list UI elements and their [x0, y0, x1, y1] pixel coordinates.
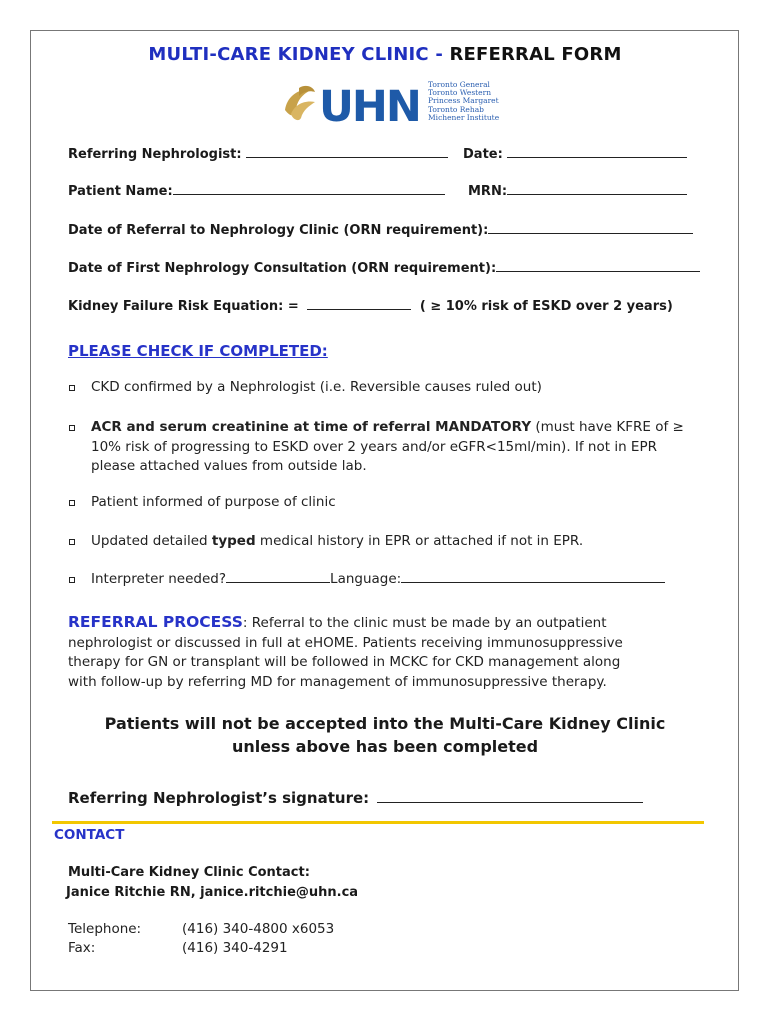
- checklist-item-patient-informed: Patient informed of purpose of clinic: [91, 494, 336, 510]
- date-first-consult-field[interactable]: [496, 259, 700, 272]
- site-name: Michener Institute: [428, 112, 500, 122]
- form-title: [0, 44, 770, 65]
- kfre-field[interactable]: [307, 297, 411, 310]
- contact-title: Multi-Care Kidney Clinic Contact:: [68, 865, 310, 880]
- contact-heading: CONTACT: [54, 827, 125, 843]
- uhn-sites-list: [428, 81, 499, 122]
- checklist-item-medical-history: [91, 533, 583, 549]
- checkbox-medical-history[interactable]: [69, 539, 75, 545]
- interpreter-label: Interpreter needed?: [91, 571, 227, 587]
- mrn-field[interactable]: [507, 182, 687, 195]
- mrn-label: MRN:: [468, 184, 508, 199]
- page-border: [30, 30, 739, 991]
- title-clinic: MULTI-CARE KIDNEY CLINIC -: [148, 44, 450, 65]
- referring-nephrologist-row: [68, 145, 448, 162]
- date-first-consult-label: Date of First Nephrology Consultation (ORN requirement):: [68, 261, 497, 276]
- interpreter-field[interactable]: [226, 571, 330, 583]
- kfre-note: ( ≥ 10% risk of ESKD over 2 years): [419, 299, 673, 314]
- referral-process-heading: REFERRAL PROCESS: [68, 613, 243, 631]
- telephone-value: (416) 340-4800 x6053: [182, 921, 335, 937]
- acceptance-notice-line-1: Patients will not be accepted into the Multi-Care Kidney Clinic: [104, 714, 666, 733]
- history-text-typed: typed: [211, 533, 256, 549]
- title-form: REFERRAL FORM: [449, 44, 622, 65]
- checklist-item-interpreter: [91, 571, 665, 587]
- referral-process-line-3: therapy for GN or transplant will be followed in MCKC for CKD management along: [68, 654, 621, 670]
- mrn-row: [468, 182, 687, 199]
- contact-person: Janice Ritchie RN, janice.ritchie@uhn.ca: [66, 885, 359, 900]
- date-of-referral-label: Date of Referral to Nephrology Clinic (ORN requirement):: [68, 223, 489, 238]
- signature-label: Referring Nephrologist’s signature:: [68, 789, 370, 807]
- acr-mandatory-text: ACR and serum creatinine at time of referral MANDATORY: [91, 419, 532, 435]
- kfre-label: Kidney Failure Risk Equation: =: [68, 299, 299, 314]
- site-name: Princess Margaret: [428, 96, 499, 106]
- referring-nephrologist-field[interactable]: [246, 145, 448, 158]
- fax-label: Fax:: [68, 940, 96, 956]
- acr-line-2: 10% risk of progressing to ESKD over 2 years and/or eGFR<15ml/min). If not in EPR: [91, 438, 657, 455]
- svg-text:UHN: UHN: [319, 82, 420, 126]
- signature-row: [68, 789, 643, 807]
- referral-process-section: [68, 613, 708, 692]
- language-field[interactable]: [401, 571, 665, 583]
- checklist-item-ckd-confirmed: CKD confirmed by a Nephrologist (i.e. Reversible causes ruled out): [91, 379, 542, 395]
- acceptance-notice: [0, 712, 770, 758]
- date-first-consult-row: [68, 259, 700, 276]
- telephone-label: Telephone:: [68, 921, 142, 937]
- patient-name-label: Patient Name:: [68, 184, 173, 199]
- referral-process-line-2: nephrologist or discussed in full at eHOME. Patients receiving immunosuppressive: [68, 634, 623, 651]
- date-label: Date:: [463, 147, 503, 162]
- site-name: Toronto General: [428, 80, 490, 89]
- referring-nephrologist-label: Referring Nephrologist:: [68, 147, 242, 162]
- history-text-pre: Updated detailed: [91, 533, 212, 549]
- acr-kfre-text: (must have KFRE of ≥: [531, 419, 684, 435]
- patient-name-field[interactable]: [173, 182, 445, 195]
- patient-name-row: [68, 182, 445, 199]
- history-text-post: medical history in EPR or attached if not in EPR.: [255, 533, 584, 549]
- checkbox-acr-creatinine[interactable]: [69, 425, 75, 431]
- checkbox-ckd-confirmed[interactable]: [69, 385, 75, 391]
- referral-process-line-1: : Referral to the clinic must be made by an outpatient: [242, 615, 607, 631]
- fax-value: (416) 340-4291: [182, 940, 288, 956]
- checkbox-patient-informed[interactable]: [69, 500, 75, 506]
- kfre-row: [68, 297, 673, 314]
- site-name: Toronto Rehab: [428, 104, 484, 114]
- date-of-referral-field[interactable]: [488, 221, 693, 234]
- language-label: Language:: [330, 571, 402, 587]
- site-name: Toronto Western: [428, 88, 492, 98]
- date-row: [463, 145, 687, 162]
- date-field[interactable]: [507, 145, 687, 158]
- referral-process-line-4: with follow-up by referring MD for management of immunosuppressive therapy.: [68, 673, 607, 690]
- acr-line-3: please attached values from outside lab.: [91, 458, 367, 474]
- checklist-item-acr-creatinine: [91, 418, 691, 477]
- contact-divider: [52, 821, 704, 824]
- date-of-referral-row: [68, 221, 693, 238]
- signature-field[interactable]: [377, 789, 643, 803]
- checklist-heading: PLEASE CHECK IF COMPLETED:: [68, 342, 328, 360]
- acceptance-notice-line-2: unless above has been completed: [231, 737, 539, 756]
- checkbox-interpreter[interactable]: [69, 577, 75, 583]
